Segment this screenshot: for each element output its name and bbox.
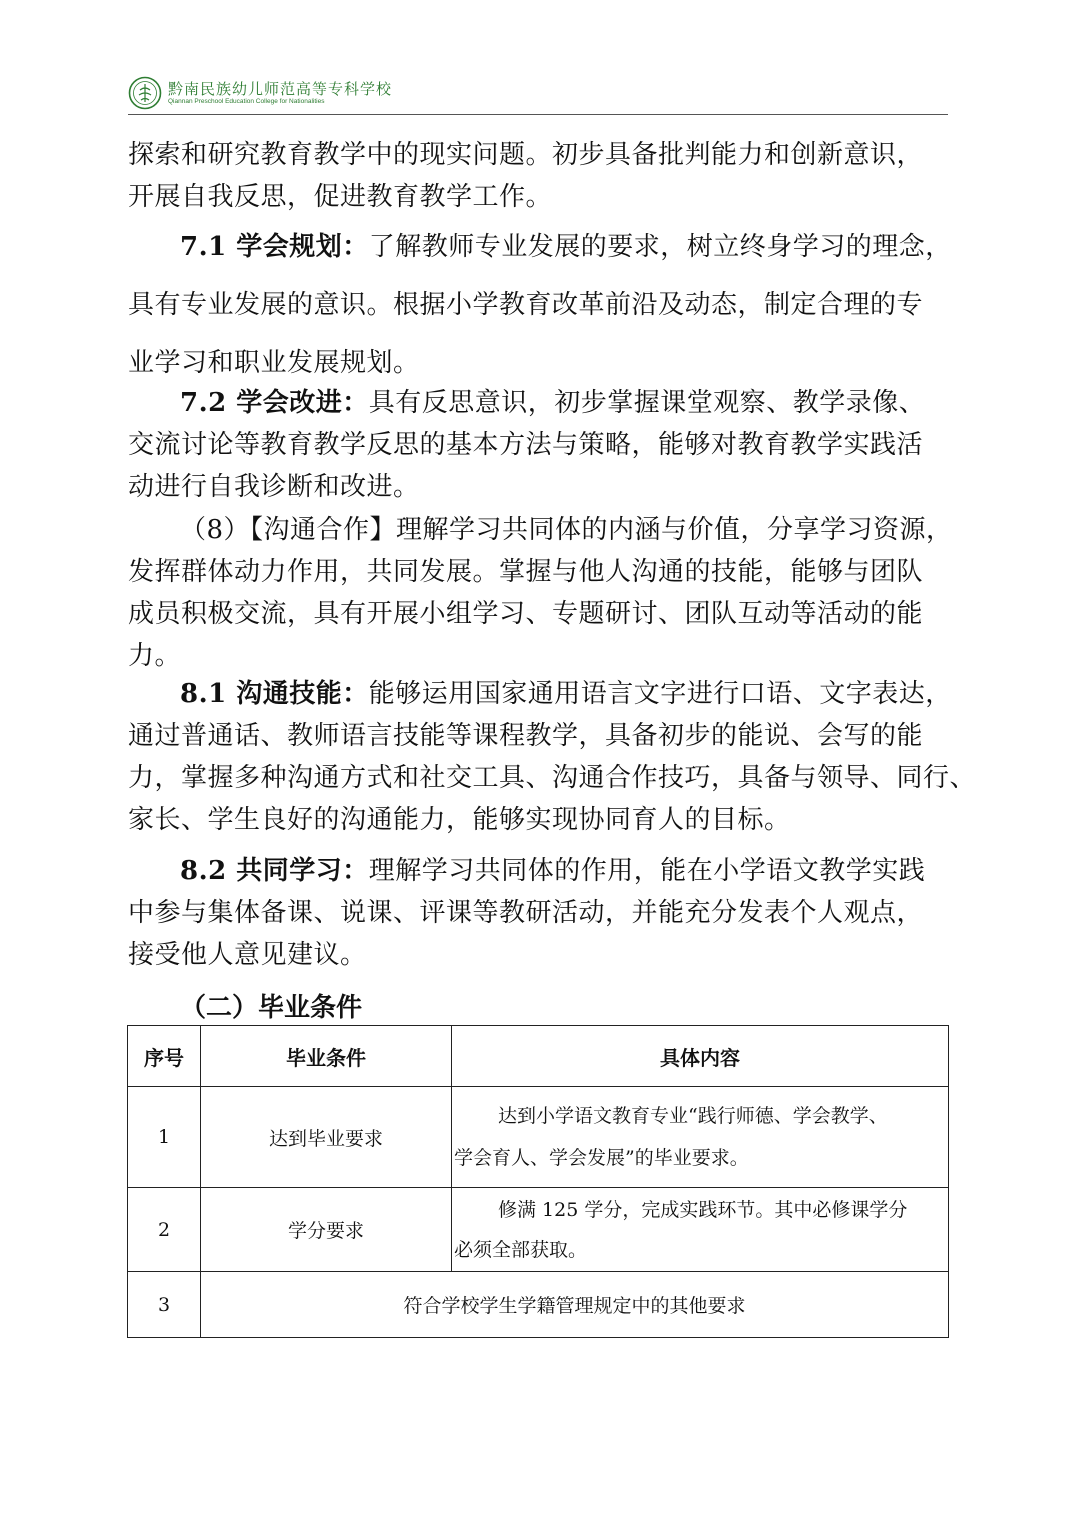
table-row bbox=[128, 1087, 949, 1188]
item-heading: 8.1 沟通技能： bbox=[180, 679, 369, 709]
text-line: 业学习和职业发展规划。 bbox=[128, 348, 420, 378]
school-logo-icon bbox=[128, 76, 162, 110]
text-line: 开展自我反思，促进教育教学工作。 bbox=[128, 182, 553, 212]
detail-line: 修满 125 学分，完成实践环节。其中必修课学分 bbox=[498, 1198, 908, 1221]
row-detail bbox=[452, 1087, 949, 1188]
table-row bbox=[128, 1272, 949, 1338]
table-header-row bbox=[128, 1026, 949, 1087]
text-line: （8）【沟通合作】理解学习共同体的内涵与价值，分享学习资源， bbox=[180, 515, 953, 545]
school-name-english: Qiannan Preschool Education College for Nationalities bbox=[168, 98, 325, 105]
school-name-logo-text: 黔南民族幼儿师范高等专科学校 bbox=[168, 80, 393, 98]
row-condition: 达到毕业要求 bbox=[201, 1087, 452, 1188]
item-heading: 7.2 学会改进： bbox=[180, 388, 369, 418]
column-header-number: 序号 bbox=[128, 1026, 201, 1087]
paragraph-8-1 bbox=[128, 673, 977, 841]
text-line: 力。 bbox=[128, 641, 182, 671]
row-number: 3 bbox=[128, 1272, 201, 1338]
item-heading: 8.2 共同学习： bbox=[180, 856, 369, 886]
text-line: 具有反思意识，初步掌握课堂观察、教学录像、 bbox=[368, 388, 926, 418]
text-line: 力，掌握多种沟通方式和社交工具、沟通合作技巧，具备与领导、同行、 bbox=[128, 763, 977, 793]
paragraph-8-2 bbox=[128, 850, 948, 976]
text-line: 中参与集体备课、说课、评课等教研活动，并能充分发表个人观点， bbox=[128, 898, 924, 928]
text-line: 通过普通话、教师语言技能等课程教学，具备初步的能说、会写的能 bbox=[128, 721, 924, 751]
paragraph-7-1 bbox=[128, 218, 952, 392]
row-detail bbox=[452, 1188, 949, 1272]
paragraph-intro bbox=[128, 134, 948, 218]
text-line: 发挥群体动力作用，共同发展。掌握与他人沟通的技能，能够与团队 bbox=[128, 557, 924, 587]
detail-line: 必须全部获取。 bbox=[454, 1238, 588, 1261]
paragraph-8 bbox=[128, 509, 953, 677]
text-line: 成员积极交流，具有开展小组学习、专题研讨、团队互动等活动的能 bbox=[128, 599, 924, 629]
text-line: 交流讨论等教育教学反思的基本方法与策略，能够对教育教学实践活 bbox=[128, 430, 924, 460]
row-number: 1 bbox=[128, 1087, 201, 1188]
text-line: 家长、学生良好的沟通能力，能够实现协同育人的目标。 bbox=[128, 805, 791, 835]
text-line: 理解学习共同体的作用，能在小学语文教学实践 bbox=[368, 856, 926, 886]
table-row bbox=[128, 1188, 949, 1272]
row-merged-detail: 符合学校学生学籍管理规定中的其他要求 bbox=[201, 1272, 949, 1338]
column-header-condition: 毕业条件 bbox=[201, 1026, 452, 1087]
graduation-conditions-table bbox=[127, 1025, 949, 1338]
text-line: 接受他人意见建议。 bbox=[128, 940, 367, 970]
detail-line: 学会育人、学会发展”的毕业要求。 bbox=[454, 1147, 749, 1169]
header-divider bbox=[128, 114, 948, 115]
text-line: 动进行自我诊断和改进。 bbox=[128, 472, 420, 502]
text-line: 具有专业发展的意识。根据小学教育改革前沿及动态，制定合理的专 bbox=[128, 290, 924, 320]
text-line: 能够运用国家通用语言文字进行口语、文字表达， bbox=[368, 679, 952, 709]
row-condition: 学分要求 bbox=[201, 1188, 452, 1272]
text-line: 探索和研究教育教学中的现实问题。初步具备批判能力和创新意识， bbox=[128, 140, 924, 170]
row-number: 2 bbox=[128, 1188, 201, 1272]
paragraph-7-2 bbox=[128, 382, 948, 508]
column-header-detail: 具体内容 bbox=[452, 1026, 949, 1087]
document-header bbox=[128, 74, 948, 116]
item-heading: 7.1 学会规划： bbox=[180, 232, 369, 262]
text-line: 了解教师专业发展的要求，树立终身学习的理念， bbox=[368, 232, 952, 262]
section-heading: （二）毕业条件 bbox=[180, 993, 363, 1023]
detail-line: 达到小学语文教育专业“践行师德、学会教学、 bbox=[498, 1105, 888, 1127]
